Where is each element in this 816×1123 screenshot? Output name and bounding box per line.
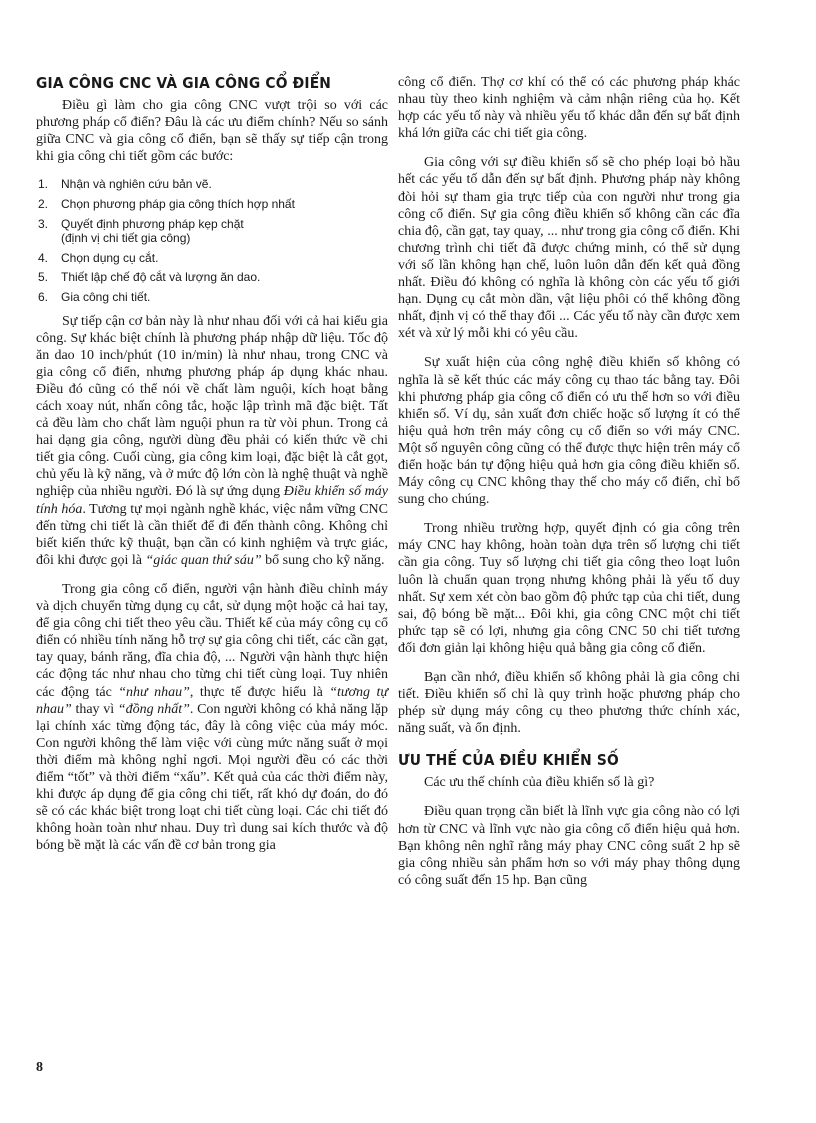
step-number: 3. [38,216,49,231]
question-paragraph: Các ưu thế chính của điều khiển số là gì? [424,775,655,791]
step-text: Thiết lập chế độ cắt và lượng ăn dao. [61,270,261,285]
nc-uncertainty-paragraph: Gia công với sự điều khiển số sẽ cho phép loại bỏ hầu hết các yếu tố dẫn đến sự bất định. Phương pháp này không đòi hỏi sự tham gia trực tiếp của con người như trong gia công cổ điển. Sự gia công điều khiển số không cần các đĩa chia độ, cần gạt, tay quay, ... như trong gia công cổ điển. Khi chương trình chi tiết đã được chứng minh, có thể sử dụng với số lần không hạn chế, luôn luôn dẫn đến kết quả đồng nhất. Điều đó không có nghĩa là không còn các yếu tố giới hạn. Dụng cụ cắt mòn dần, vật liệu phôi có thể không đồng nhất, định vị có thể thay đổi ... Các yếu tố này cần được xem xét và xử lý mỗi khi có yêu cầu. [398,155,740,342]
list-item [36,251,388,266]
text-run: . Con người không có khả năng lặp lại chính xác từng động tác, đây là công việc của máy móc. Con người không thể làm việc với cùng mức năng suất ở mọi thời điểm mà không nghỉ ngơi. Mọi người đều có các thời điểm “tốt” và thời điểm “xấu”. Kết quả của các thời điểm này, khi được áp dụng để gia công chi tiết, rất khó dự đoán, do đó sẽ có các khác biệt trong loạt chi tiết cùng loại. Các chi tiết đó không hoàn toàn như nhau. Duy trì dung sai kích thước và độ bóng bề mặt là các vấn đề cơ bản trong gia [36,701,388,854]
step-text: Chọn phương pháp gia công thích hợp nhất [61,196,295,211]
text-run: . Tương tự mọi ngành nghề khác, việc nắm vững CNC đến từng chi tiết là cần thiết để đi đến thành công. Không chỉ biết kiến thức kỹ thuật, bạn cần có kinh nghiệm và trực giác, đôi khi được gọi là [36,501,388,568]
text-run: Sự tiếp cận cơ bản này là như nhau đối với cả hai kiểu gia công. Sự khác biệt chính là phương pháp nhập dữ liệu. Tốc độ ăn dao 10 inch/phút (10 in/min) là như nhau, trong CNC và gia công cổ điển, nhưng phương pháp áp dụng khác nhau. Điều đó cũng có thể nói về chất làm nguội, kích hoạt bằng cách xoay nút, nhấn công tắc, hoặc lập trình mã đặc biệt. Tất cả đều làm cho chất làm nguội phun ra từ vòi phun. Trong cả hai dạng gia công, người dùng đều phải có kiến thức về chi tiết gia công. Cuối cùng, gia công kim loại, đặc biệt là cắt gọt, chủ yếu là kỹ năng, và ở mức độ lớn còn là nghệ thuật và nghề nghiệp của nhiều người. Đó là sự ứng dụng [36,313,388,500]
text-run: thay vì [71,701,118,717]
nc-definition-paragraph: Bạn cần nhớ, điều khiển số không phải là gia công chi tiết. Điều khiển số chỉ là quy trình hoặc phương pháp cho phép sử dụng máy công cụ theo phương thức chính xác, năng suất, và ổn định. [398,670,740,737]
step-number: 5. [38,270,49,285]
manual-machines-paragraph: Sự xuất hiện của công nghệ điều khiển số không có nghĩa là sẽ kết thúc các máy công cụ thao tác bằng tay. Đôi khi phương pháp gia công cổ điển có ưu thế hơn so với điều khiển số. Ví dụ, sản xuất đơn chiếc hoặc số lượng ít có thể hiệu quả hơn trên máy công cụ cổ điển so với máy CNC. Một số nguyên công cũng có thể được thực hiện trên máy cổ điển hoặc bán tự động hiệu quả hơn gia công điều khiển số. Máy công cụ CNC không thay thế cho máy cổ điển, chỉ bổ sung cho chúng. [398,355,740,508]
step-text: Chọn dụng cụ cắt. [61,250,159,265]
text-run: Trong gia công cổ điển, người vận hành điều chỉnh máy và dịch chuyển từng dụng cụ cắt, sử dụng một hoặc cả hai tay, để gia công chi tiết theo yêu cầu. Thiết kế của máy công cụ cổ điển có nhiều tính năng hỗ trợ sự gia công chi tiết, các cần gạt, tay quay, bánh răng, đĩa chia độ, ... Người vận hành thực hiện các động tác như nhau cho từng chi tiết cùng loại. Tuy nhiên các động tác [36,581,388,700]
quantity-decision-paragraph: Trong nhiều trường hợp, quyết định có gia công trên máy CNC hay không, hoàn toàn dựa trên số lượng chi tiết cần gia công. Tuy số lượng chi tiết gia công theo loạt luôn luôn là chuẩn quan trọng nhưng không phải là yếu tố duy nhất. Sự xem xét còn bao gồm độ phức tạp của chi tiết, dung sai, độ bóng bề mặt... Đôi khi, gia công CNC một chi tiết phức tạp sẽ có lợi, nhưng gia công CNC 50 chi tiết tương đối đơn giản lại không hiệu quả bằng gia công cổ điển. [398,521,740,656]
step-number: 4. [38,250,49,265]
classic-machining-paragraph [36,581,388,855]
basic-approach-paragraph [36,313,388,569]
emphasis-text: “đồng nhất” [117,701,190,717]
step-subtext: (định vị chi tiết gia công) [61,231,191,246]
step-number: 1. [38,177,49,192]
list-item [36,217,388,246]
list-item [36,290,388,305]
step-number: 2. [38,196,49,211]
step-text: Gia công chi tiết. [61,289,151,304]
text-run: , thực tế được hiểu là [189,684,330,700]
continued-paragraph: công cổ điển. Thợ cơ khí có thể có các phương pháp khác nhau tùy theo kinh nghiệm và cảm nhận riêng của họ. Kết hợp các yếu tố này và nhiều yếu tố khác dẫn đến sự bất định khá lớn giữa các chi tiết gia công. [398,75,740,142]
process-steps-list [36,177,388,304]
list-item [36,177,388,192]
step-text: Quyết định phương pháp kẹp chặt [61,216,244,231]
right-column [398,74,740,901]
left-column [36,74,388,866]
emphasis-text: “giác quan thứ sáu” [145,552,262,568]
section-heading-nc-advantages: ƯU THẾ CỦA ĐIỀU KHIỂN SỐ [398,751,619,770]
emphasis-text: “tương tự nhau” [36,684,388,717]
emphasis-text: Điều khiển số máy tính hóa [36,484,388,517]
section-heading-cnc-vs-classic: GIA CÔNG CNC VÀ GIA CÔNG CỔ ĐIỂN [36,74,332,92]
text-run: bổ sung cho kỹ năng. [261,552,385,568]
step-number: 6. [38,289,49,304]
page-number: 8 [36,1060,43,1075]
intro-paragraph: Điều gì làm cho gia công CNC vượt trội so với các phương pháp cổ điển? Đâu là các ưu điểm chính? Nếu so sánh giữa CNC và gia công cổ điển, bạn sẽ thấy sự tiếp cận trong khi gia công chi tiết gồm các bước: [36,98,388,165]
list-item [36,270,388,285]
step-text: Nhận và nghiên cứu bản vẽ. [61,177,212,192]
list-item [36,197,388,212]
advantages-paragraph: Điều quan trọng cần biết là lĩnh vực gia công nào có lợi hơn từ CNC và lĩnh vực nào gia công cổ điển hiệu quả hơn. Bạn không nên nghĩ rằng máy phay CNC công suất 2 hp sẽ gia công nhiều sản phẩm hơn so với máy phay thông dụng có công suất đến 15 hp. Bạn cũng [398,804,740,888]
emphasis-text: “như nhau” [118,684,190,700]
